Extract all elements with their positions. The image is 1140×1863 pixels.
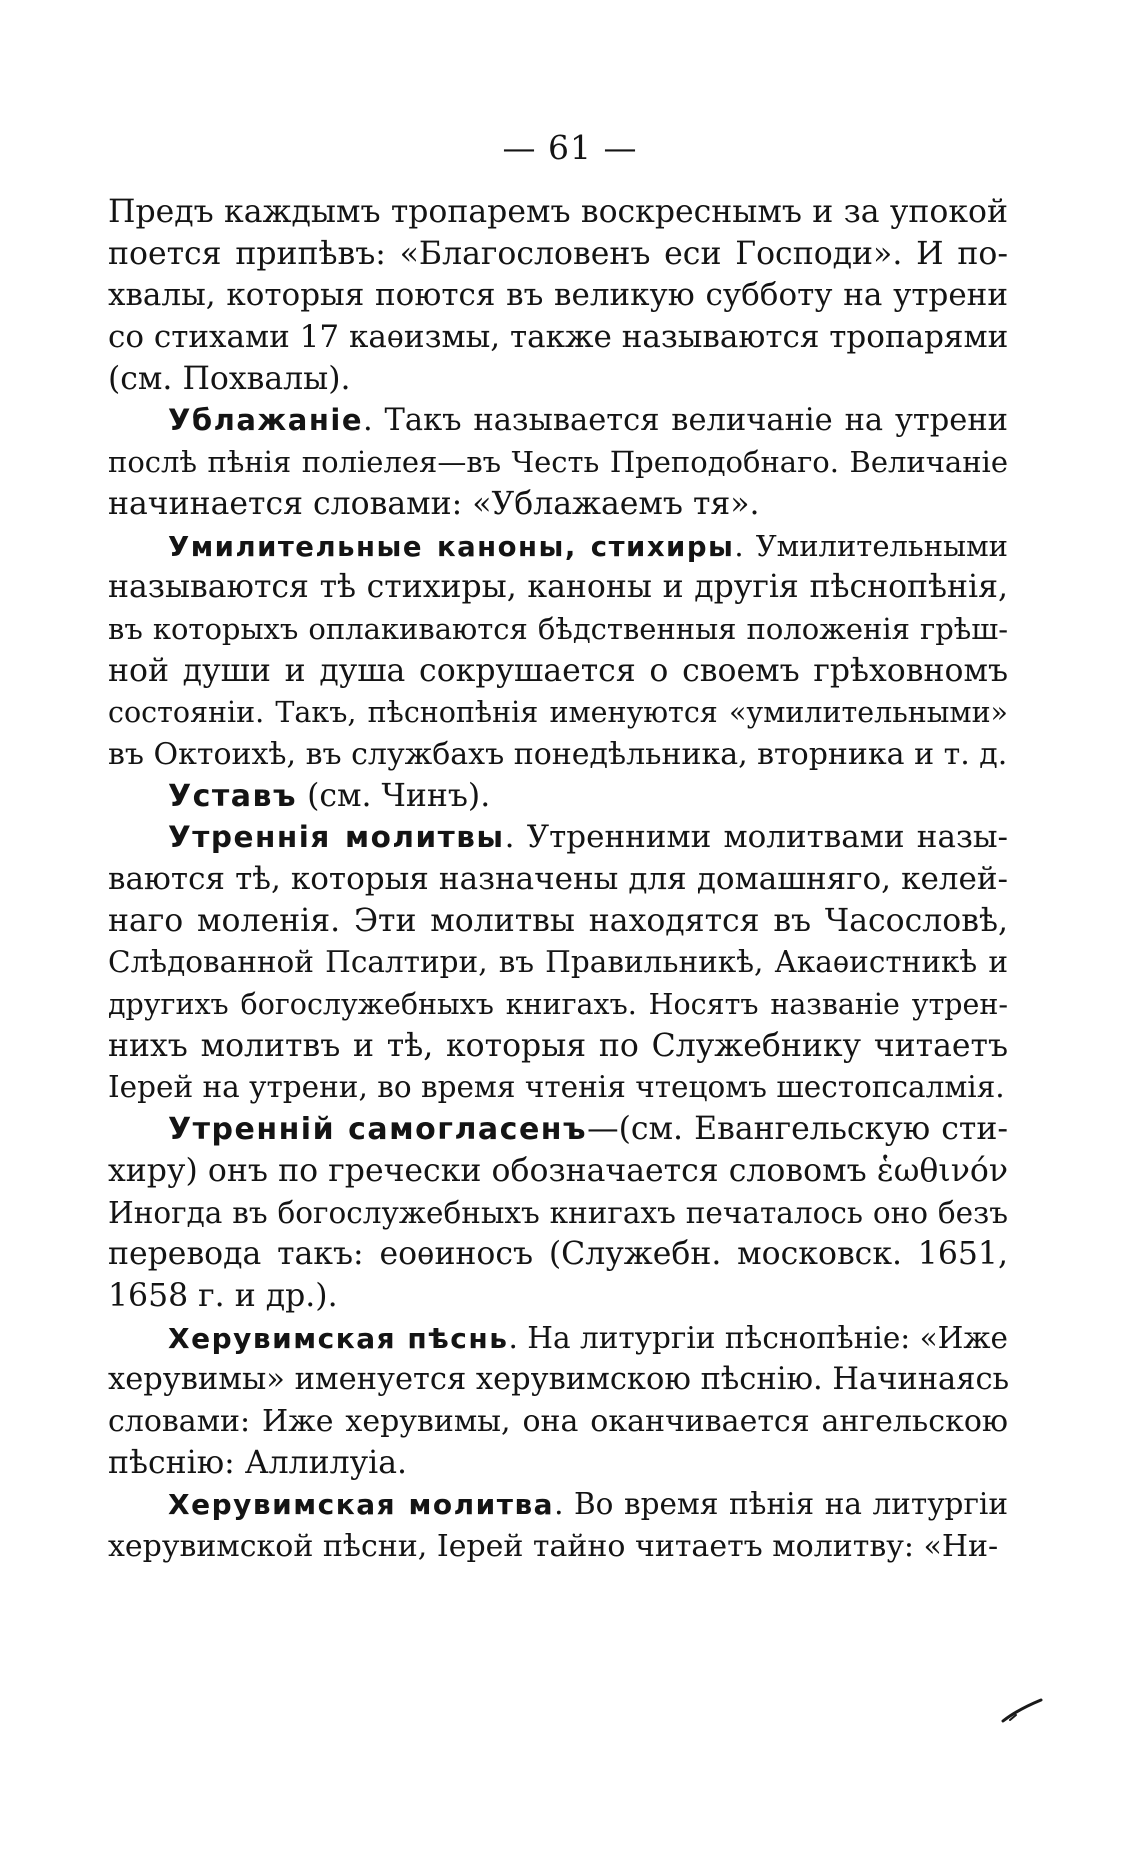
entry-first-line [108, 400, 1008, 442]
text-line: 1658 г. и др.). [108, 1277, 338, 1314]
entry-term: Утренній самогласенъ [168, 1112, 588, 1148]
entry-heruvimskaya-molitva [108, 1484, 1008, 1567]
text-line: херувимы» именуется херувимскою пѣснію. Начинаясь [108, 1362, 1010, 1398]
text-line: послѣ пѣнія поліелея—въ Честь Преподобнаго. Величаніе [108, 445, 1008, 480]
text-line: въ Октоихѣ, въ службахъ понедѣльника, вторника и т. д. [108, 736, 1008, 772]
entry-ustav [108, 776, 1008, 818]
entry-first-line [108, 776, 1008, 818]
text-line: поется припѣвъ: «Благословенъ еси Господи». И по- [108, 235, 1008, 272]
text-line: Предъ каждымъ тропаремъ воскреснымъ и за упокой [108, 194, 1008, 230]
text-line: другихъ богослужебныхъ книгахъ. Носятъ названіе утрен- [108, 988, 1008, 1022]
text-line: называются тѣ стихиры, каноны и другія пѣснопѣнія, [108, 569, 1008, 606]
text-line: ваются тѣ, которыя назначены для домашняго, келей- [108, 861, 1008, 897]
text-line: Иногда въ богослужебныхъ книгахъ печаталось оно безъ [108, 1195, 1008, 1230]
entry-first-line [108, 1318, 1008, 1360]
entry-term: Херувимская молитва [168, 1488, 555, 1522]
text-line: Слѣдованной Псалтири, въ Правильникѣ, Акаѳистникѣ и [108, 945, 1008, 980]
entry-term: Ублажаніе [168, 403, 363, 438]
text-line: хиру) онъ по гречески обозначается словомъ ἑωθινόν [108, 1152, 1008, 1189]
text-line: въ которыхъ оплакиваются бѣдственныя положенія грѣш- [108, 611, 1008, 646]
entry-text: . Во время пѣнія на литургіи [554, 1487, 1008, 1522]
text-line: (см. Похвалы). [108, 360, 351, 397]
ink-mark-icon [1000, 1698, 1044, 1724]
text-line: перевода такъ: еоѳиносъ (Служебн. московск. 1651, [108, 1236, 1008, 1273]
entry-text: . Такъ называется величаніе на утрени [363, 403, 1008, 439]
text-line: херувимской пѣсни, Іерей тайно читаетъ молитву: «Ни- [108, 1529, 999, 1564]
entry-term: Херувимская пѣснь [168, 1321, 509, 1355]
entry-text: . Умилительными [734, 528, 1008, 563]
text-line: со стихами 17 каѳизмы, также называются тропарями [108, 319, 1009, 356]
entry-term: Уставъ [168, 778, 298, 814]
body-text [108, 192, 1008, 1568]
entry-first-line [108, 526, 1008, 568]
entry-first-line [108, 1109, 1008, 1151]
entry-heruvimskaya-pesn [108, 1318, 1008, 1485]
entry-term: Умилительные каноны, стихиры [168, 530, 735, 563]
entry-utrennia-molitvy [108, 817, 1008, 1109]
text-line: Іерей на утрени, во время чтенія чтецомъ шестопсалмія. [108, 1070, 1005, 1105]
text-line: состояніи. Такъ, пѣснопѣнія именуются «умилительными» [108, 696, 1008, 730]
text-line: наго моленія. Эти молитвы находятся въ Часословѣ, [108, 902, 1008, 939]
entry-utrenniy-samoglasen [108, 1109, 1008, 1317]
entry-text: . На литургіи пѣснопѣніе: «Иже [508, 1320, 1008, 1355]
text-line: хвалы, которыя поются въ великую субботу на утрени [108, 277, 1008, 314]
entry-term: Утреннія молитвы [168, 820, 505, 855]
entry-ublazhanie [108, 400, 1008, 525]
entry-first-line [108, 1484, 1008, 1526]
text-line: пѣснію: Аллилуіа. [108, 1444, 408, 1481]
entry-text: —(см. Евангельскую сти- [587, 1111, 1008, 1148]
page-number: — 61 — [502, 128, 638, 167]
text-line: начинается словами: «Ублажаемъ тя». [108, 485, 760, 522]
entry-text: (см. Чинъ). [297, 777, 491, 814]
text-line: словами: Иже херувимы, она оканчивается ангельскою [108, 1403, 1008, 1439]
text-line: ной души и душа сокрушается о своемъ грѣховномъ [108, 652, 1008, 689]
entry-first-line [108, 817, 1008, 859]
entry-umilitelnye [108, 526, 1008, 776]
paragraph-tropar-continuation [108, 192, 1008, 400]
text-line: нихъ молитвъ и тѣ, которыя по Служебнику читаетъ [108, 1027, 1008, 1064]
entry-text: . Утренними молитвами назы- [504, 819, 1009, 856]
